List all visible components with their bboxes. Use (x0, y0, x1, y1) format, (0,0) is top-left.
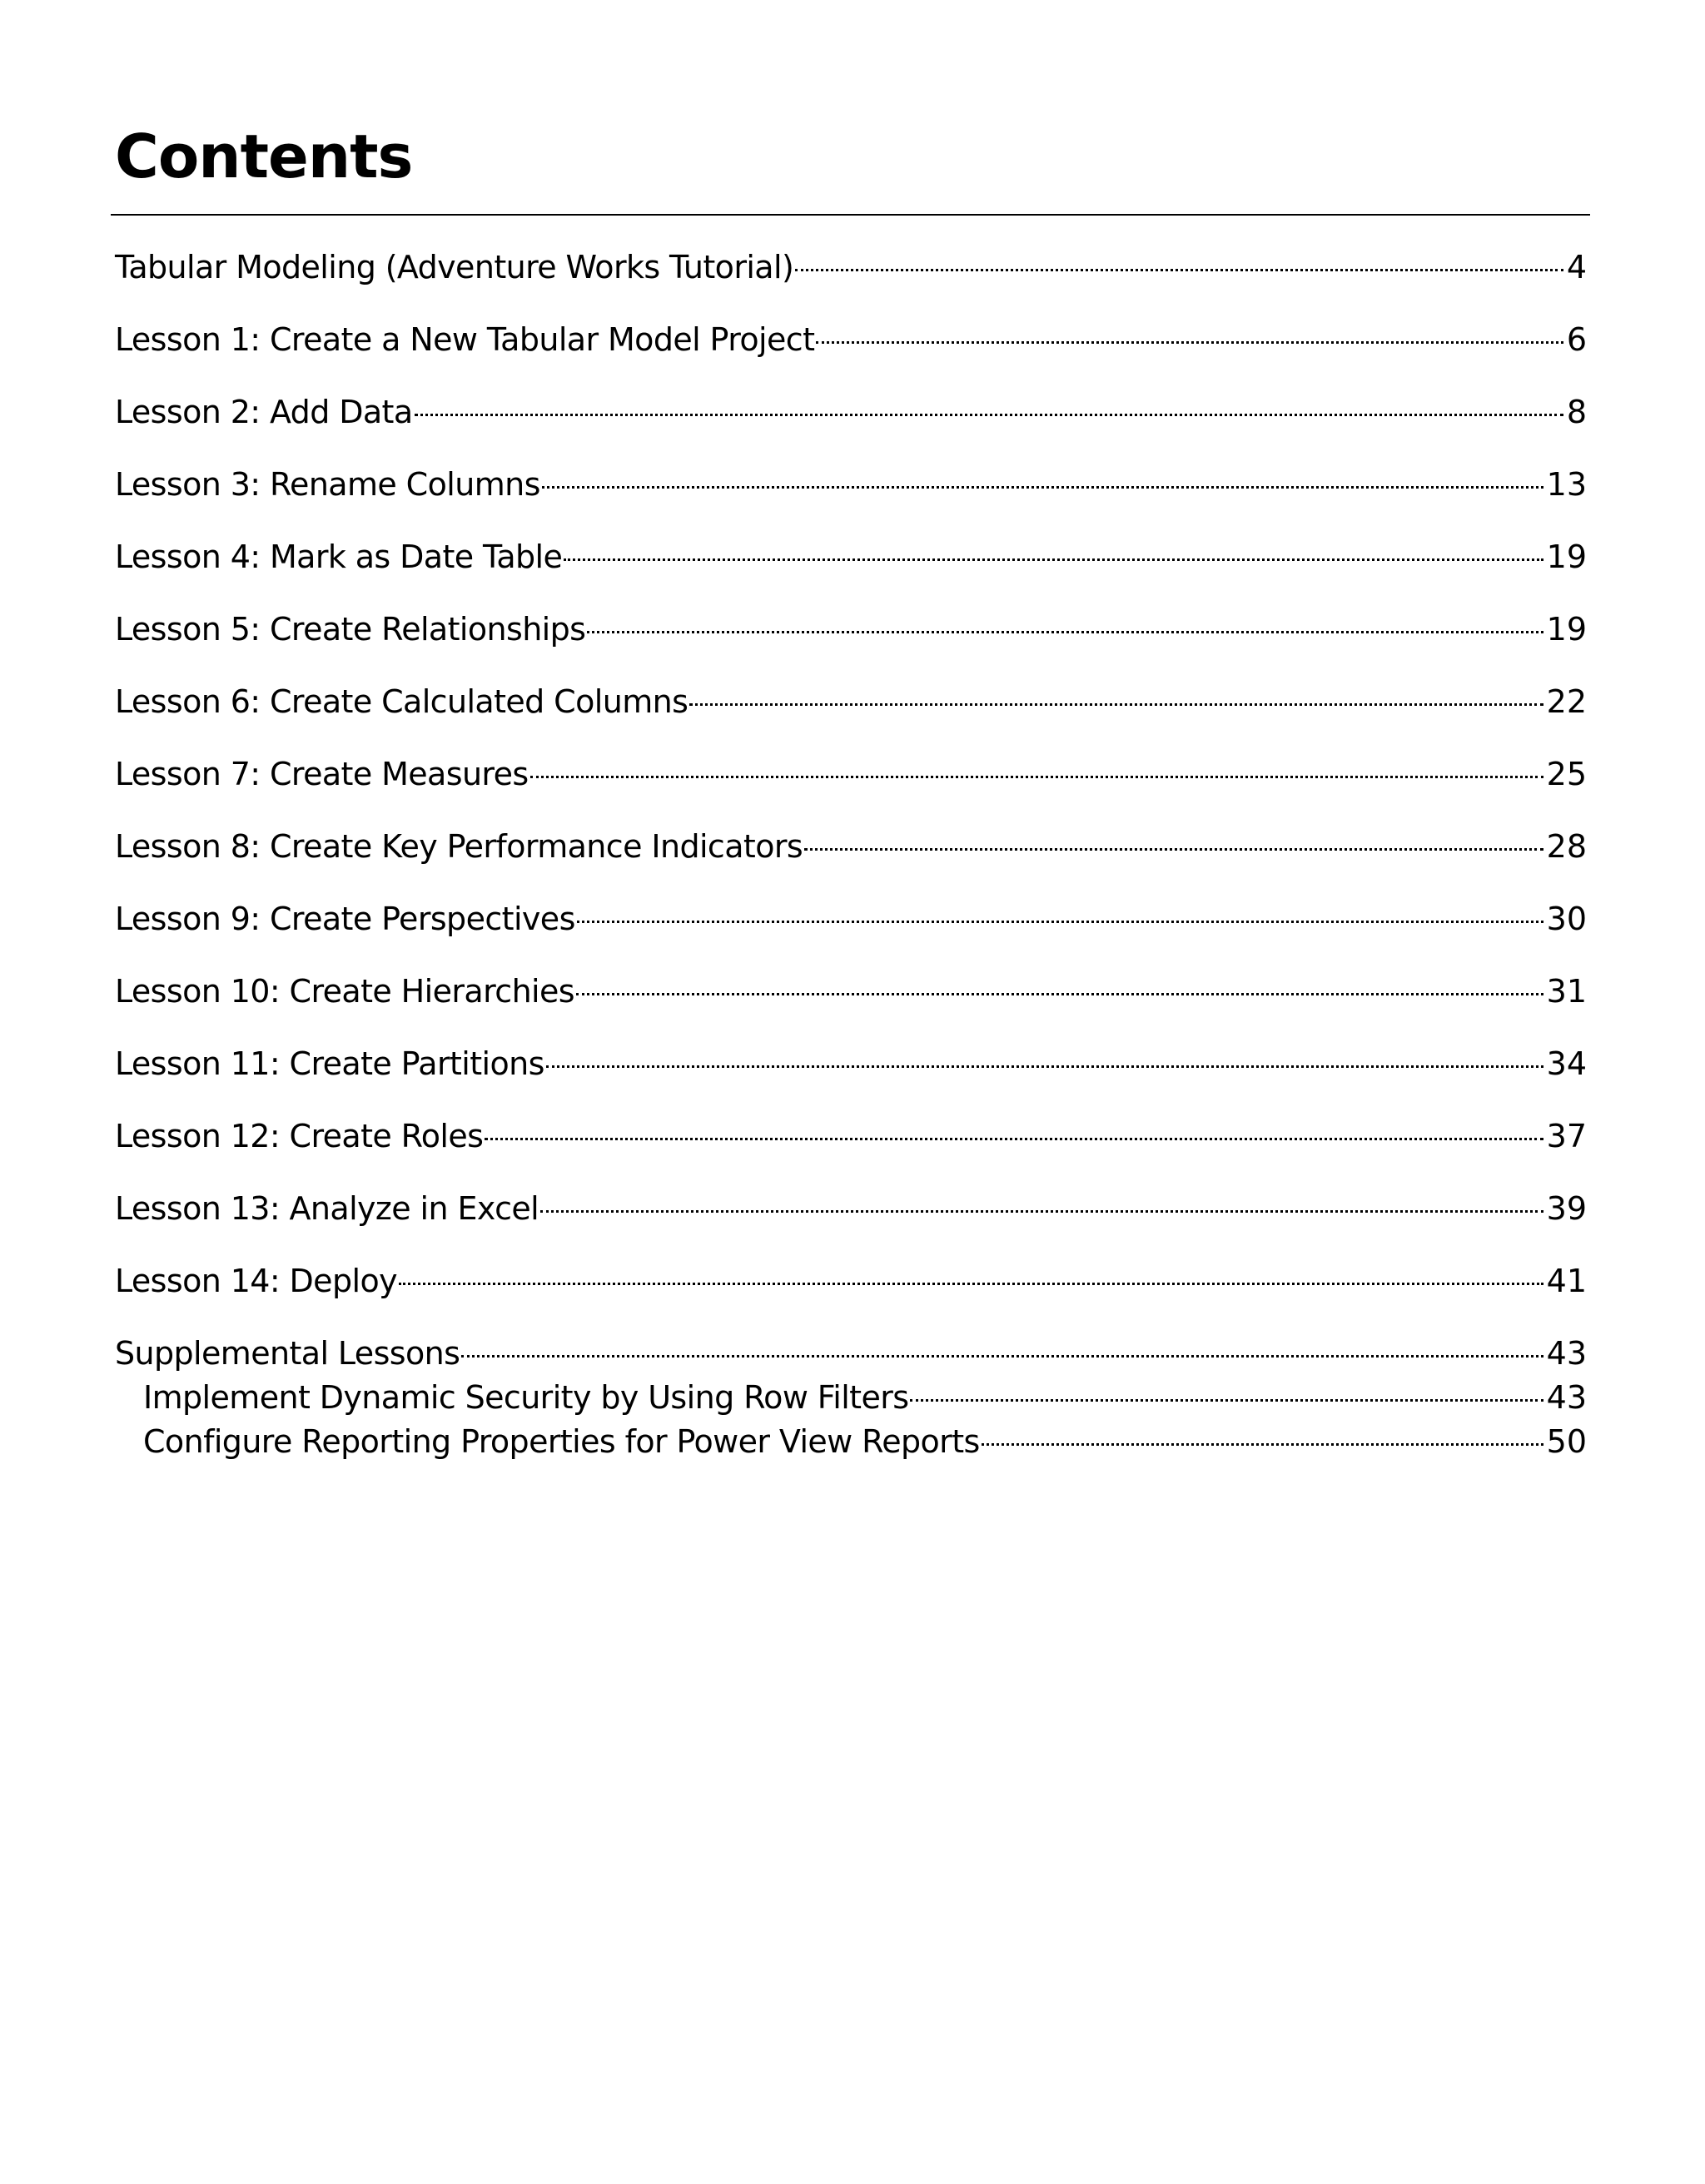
toc-entry-label: Lesson 9: Create Perspectives (115, 901, 575, 937)
toc-entry[interactable] (115, 1333, 1587, 1374)
toc-entry-page-number: 28 (1546, 828, 1587, 865)
toc-entry-label: Tabular Modeling (Adventure Works Tutorial) (115, 249, 794, 285)
toc-entry[interactable] (115, 898, 1587, 940)
toc-entry[interactable] (115, 391, 1587, 433)
toc-entry-label: Implement Dynamic Security by Using Row Filters (143, 1379, 909, 1416)
toc-entry-page-number: 8 (1566, 394, 1587, 430)
dot-leader (910, 1399, 1543, 1402)
dot-leader (542, 486, 1543, 489)
toc-entry[interactable] (115, 536, 1587, 578)
toc-entry[interactable] (115, 246, 1587, 288)
toc-entry-label: Lesson 6: Create Calculated Columns (115, 683, 688, 720)
toc-entry-page-number: 43 (1546, 1379, 1587, 1416)
page-title: Contents (115, 122, 413, 191)
toc-entry[interactable] (115, 970, 1587, 1012)
dot-leader (461, 1355, 1543, 1358)
toc-entry-label: Supplemental Lessons (115, 1335, 460, 1372)
toc-entry-label: Lesson 14: Deploy (115, 1263, 397, 1299)
toc-entry-page-number: 41 (1546, 1263, 1587, 1299)
dot-leader (546, 1065, 1543, 1068)
dot-leader (587, 631, 1543, 633)
dot-leader (982, 1443, 1543, 1446)
dot-leader (530, 776, 1543, 778)
toc-entry-page-number: 50 (1546, 1423, 1587, 1460)
dot-leader (399, 1283, 1543, 1285)
toc-entry[interactable] (115, 753, 1587, 795)
toc-entry[interactable] (115, 826, 1587, 867)
toc-entry-label: Lesson 1: Create a New Tabular Model Project (115, 321, 815, 358)
toc-entry-label: Lesson 13: Analyze in Excel (115, 1190, 539, 1227)
toc-entry-page-number: 37 (1546, 1118, 1587, 1154)
dot-leader (564, 558, 1543, 561)
toc-entry[interactable] (115, 681, 1587, 722)
dot-leader (816, 341, 1563, 344)
dot-leader (485, 1138, 1543, 1140)
toc-entry-label: Lesson 12: Create Roles (115, 1118, 484, 1154)
toc-entry-page-number: 4 (1566, 249, 1587, 285)
title-divider (111, 214, 1590, 216)
toc-entry-page-number: 19 (1546, 539, 1587, 575)
toc-entry-label: Lesson 3: Rename Columns (115, 466, 540, 503)
toc-subentry[interactable] (143, 1421, 1587, 1462)
toc-subentry[interactable] (143, 1377, 1587, 1418)
dot-leader (577, 921, 1543, 923)
toc-entry-page-number: 39 (1546, 1190, 1587, 1227)
toc-entry[interactable] (115, 1260, 1587, 1302)
toc-entry[interactable] (115, 319, 1587, 360)
toc-entry-label: Lesson 8: Create Key Performance Indicators (115, 828, 803, 865)
toc-entry-page-number: 25 (1546, 756, 1587, 792)
toc-entry-page-number: 34 (1546, 1045, 1587, 1082)
toc-entry-page-number: 19 (1546, 611, 1587, 648)
toc-entry-label: Lesson 7: Create Measures (115, 756, 529, 792)
toc-entry-label: Lesson 5: Create Relationships (115, 611, 586, 648)
dot-leader (804, 848, 1543, 851)
toc-entry-label: Lesson 4: Mark as Date Table (115, 539, 563, 575)
dot-leader (540, 1210, 1543, 1213)
toc-entry-page-number: 13 (1546, 466, 1587, 503)
toc-entry-label: Lesson 2: Add Data (115, 394, 413, 430)
toc-entry-page-number: 31 (1546, 973, 1587, 1010)
dot-leader (415, 414, 1563, 416)
toc-entry[interactable] (115, 464, 1587, 505)
toc-entry-page-number: 22 (1546, 683, 1587, 720)
dot-leader (689, 703, 1543, 706)
toc-entry-page-number: 6 (1566, 321, 1587, 358)
toc-entry-page-number: 43 (1546, 1335, 1587, 1372)
toc-entry-label: Configure Reporting Properties for Power View Reports (143, 1423, 980, 1460)
dot-leader (795, 269, 1563, 271)
toc-entry-label: Lesson 11: Create Partitions (115, 1045, 544, 1082)
toc-entry[interactable] (115, 1115, 1587, 1157)
toc-entry-page-number: 30 (1546, 901, 1587, 937)
dot-leader (576, 993, 1543, 995)
toc-entry-label: Lesson 10: Create Hierarchies (115, 973, 574, 1010)
toc-entry[interactable] (115, 608, 1587, 650)
toc-entry[interactable] (115, 1188, 1587, 1229)
toc-entry[interactable] (115, 1043, 1587, 1085)
